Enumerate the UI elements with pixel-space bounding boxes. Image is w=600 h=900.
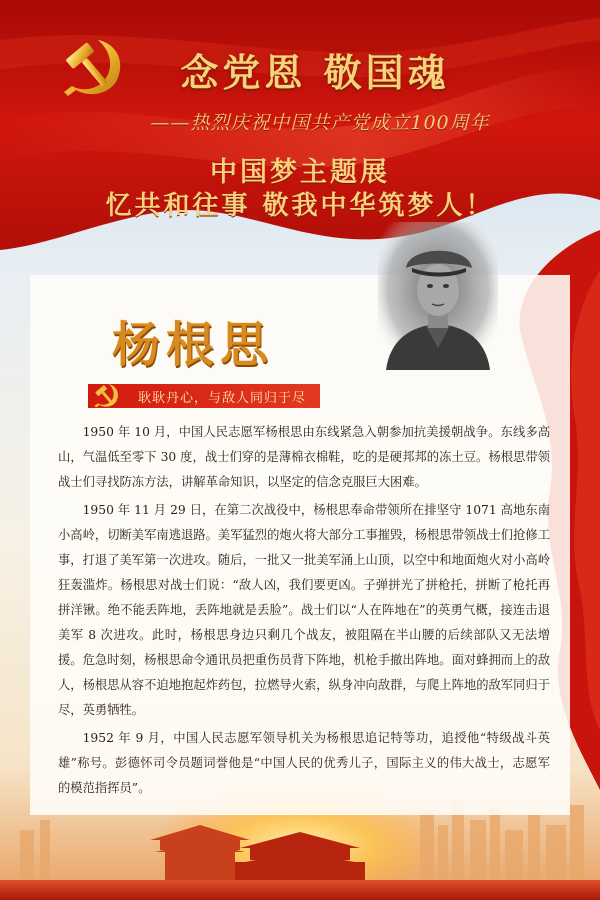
exhibition-theme: 中国梦主题展 <box>210 157 390 188</box>
soldier-portrait-photo <box>378 222 498 370</box>
page-subtitle: ——热烈庆祝中国共产党成立100周年 <box>150 112 490 134</box>
paragraph-2: 1950 年 11 月 29 日，在第二次战役中，杨根思奉命带领所在排坚守 1071 高地东南小高岭，切断美军南逃退路。美军猛烈的炮火将大部分工事摧毁，杨根思带领战士们抢修工事，打退了美军第一次进攻。随后，一批又一批美军涌上山顶，以空中和地面炮火对小高岭狂轰滥炸。杨根思对战士们说：“敌人凶，我们要更凶。子弹拼光了拼枪托，拼断了枪托再拼洋锹。绝不能丢阵地，丢阵地就是丢脸”。战士们以“人在阵地在”的英勇气概，接连击退美军 8 次进攻。此时，杨根思身边只剩几个战友，被阻隔在半山腰的后续部队又无法增援。危急时刻，杨根思命令通讯员把重伤员背下阵地，机枪手撤出阵地。面对蜂拥而上的敌人，杨根思从容不迫地抱起炸药包，拉燃导火索，纵身冲向敌群，与爬上阵地的敌军同归于尽，英勇牺牲。 <box>58 503 550 717</box>
section-banner-text: 耿耿丹心，与敌人同归于尽 <box>138 391 307 406</box>
paragraph-3: 1952 年 9 月，中国人民志愿军领导机关为杨根思追记特等功，追授他“特级战斗英雄”称号。彭德怀司令员题词誉他是“中国人民的优秀儿子，国际主义的伟大战士，志愿军的模范指挥员”。 <box>58 731 550 795</box>
hammer-sickle-icon <box>58 32 130 100</box>
biography-text <box>58 420 550 804</box>
paragraph-1: 1950 年 10 月，中国人民志愿军杨根思由东线紧急入朝参加抗美援朝战争。东线多高山，气温低至零下 30 度，战士们穿的是薄棉衣棉鞋，吃的是硬邦邦的冻土豆。杨根思带领战士们寻找防冻方法，讲解革命知识，以坚定的信念克服巨大困难。 <box>58 425 550 489</box>
hammer-sickle-icon <box>92 380 122 410</box>
hero-name: 杨根思 <box>112 317 275 373</box>
exhibition-slogan: 忆共和往事 敬我中华筑梦人！ <box>105 191 495 221</box>
page-title: 念党恩 敬国魂 <box>180 50 450 95</box>
